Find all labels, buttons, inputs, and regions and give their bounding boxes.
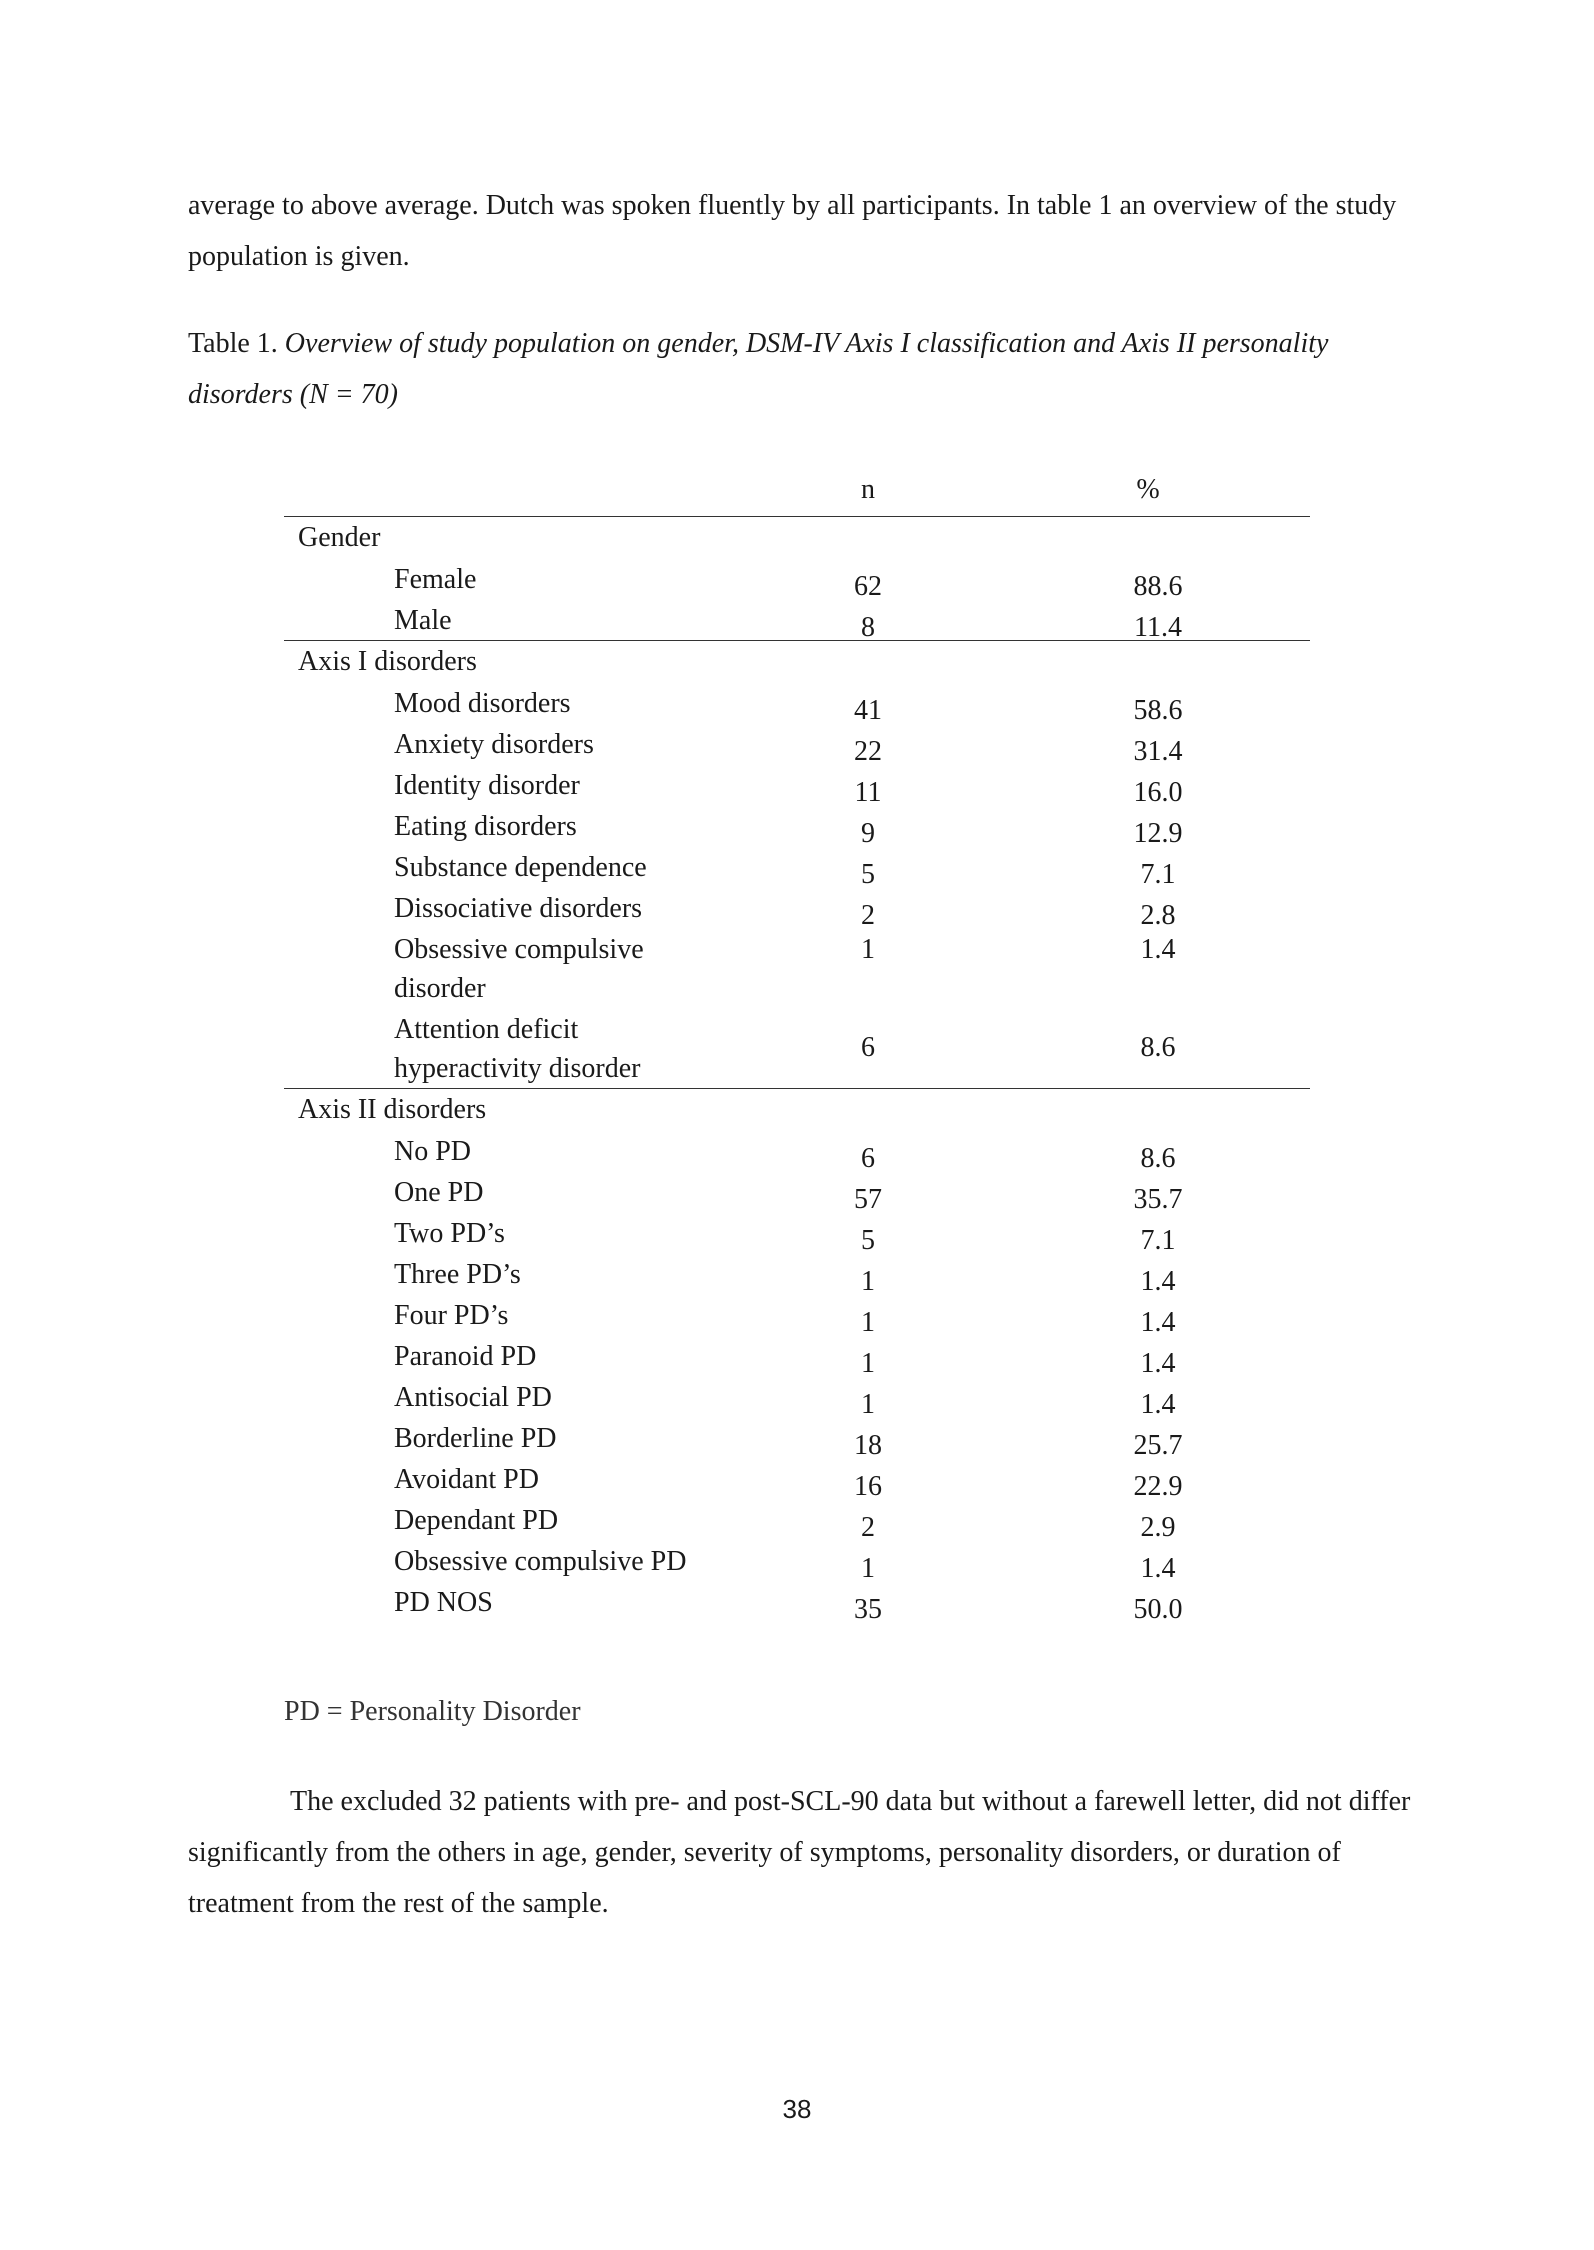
- table-row: [284, 1171, 1310, 1215]
- table-row: [284, 1212, 1310, 1256]
- row-count: 57: [854, 1184, 882, 1215]
- table-row: [284, 846, 1310, 890]
- row-label: Paranoid PD: [394, 1341, 537, 1372]
- row-label: Female: [394, 564, 477, 595]
- row-count: 5: [861, 1225, 875, 1256]
- table-row: [284, 723, 1310, 767]
- row-percent: 1.4: [1140, 1553, 1176, 1584]
- row-label: Male: [394, 605, 452, 636]
- row-label: Obsessive compulsive disorder: [394, 934, 644, 1004]
- table-row: [284, 1335, 1310, 1379]
- table-row: [284, 805, 1310, 849]
- row-percent: 35.7: [1133, 1184, 1183, 1215]
- row-count: 1: [861, 934, 875, 965]
- table-row: [284, 928, 1310, 1008]
- page-number: 38: [782, 2094, 812, 2124]
- table-row: [284, 1417, 1310, 1461]
- row-label: Borderline PD: [394, 1423, 557, 1454]
- row-label: One PD: [394, 1177, 484, 1208]
- table-row: [284, 1253, 1310, 1297]
- table-row: [284, 1294, 1310, 1338]
- row-count: 1: [861, 1348, 875, 1379]
- row-count: 8: [861, 612, 875, 643]
- row-count: 62: [854, 571, 882, 602]
- table-row: [284, 1376, 1310, 1420]
- row-count: 1: [861, 1553, 875, 1584]
- row-label: Avoidant PD: [394, 1464, 539, 1495]
- closing-paragraph-text: The excluded 32 patients with pre- and post-SCL-90 data but without a farewell letter, did not differ significantly from the others in age, gender, severity of symptoms, personality disorders, or duration of treatment from the rest of the sample.: [188, 1786, 1411, 1919]
- row-label: Identity disorder: [394, 770, 580, 801]
- row-count: 5: [861, 859, 875, 890]
- row-percent: 58.6: [1133, 695, 1183, 726]
- row-count: 1: [861, 1389, 875, 1420]
- row-label: PD NOS: [394, 1587, 493, 1618]
- axis1-section: [284, 641, 1310, 1089]
- row-label: Dependant PD: [394, 1505, 559, 1536]
- row-count: 11: [854, 777, 882, 808]
- table-row: [284, 1499, 1310, 1543]
- intro-paragraph: average to above average. Dutch was spoken fluently by all participants. In table 1 an overview of the study population is given.: [188, 190, 1397, 272]
- row-count: 6: [861, 1143, 875, 1174]
- axis1-rows: [284, 682, 1310, 1088]
- row-label: Three PD’s: [394, 1259, 521, 1290]
- row-percent: 1.4: [1140, 1266, 1176, 1297]
- row-percent: 2.8: [1140, 900, 1176, 931]
- study-population-table: [284, 470, 1310, 1625]
- row-percent: 1.4: [1140, 934, 1176, 965]
- table-row: [284, 558, 1310, 602]
- table-row: [284, 764, 1310, 808]
- row-count: 22: [854, 736, 882, 767]
- row-count: 16: [854, 1471, 882, 1502]
- row-percent: 31.4: [1133, 736, 1183, 767]
- axis2-rows: [284, 1130, 1310, 1625]
- row-count: 1: [861, 1307, 875, 1338]
- table-header: [284, 470, 1310, 517]
- header-percent: %: [1136, 474, 1160, 505]
- table-row: [284, 1581, 1310, 1625]
- row-label: Four PD’s: [394, 1300, 509, 1331]
- table-caption-label: Table 1.: [188, 328, 285, 359]
- row-percent: 8.6: [1140, 1143, 1176, 1174]
- row-count: 18: [854, 1430, 882, 1461]
- closing-paragraph: [188, 1776, 1412, 1929]
- row-count: 2: [861, 900, 875, 931]
- row-percent: 8.6: [1140, 1032, 1176, 1063]
- row-count: 41: [854, 695, 882, 726]
- row-label: No PD: [394, 1136, 472, 1167]
- row-label: Dissociative disorders: [394, 893, 643, 924]
- row-label: Eating disorders: [394, 811, 577, 842]
- row-percent: 22.9: [1133, 1471, 1183, 1502]
- row-percent: 12.9: [1133, 818, 1183, 849]
- axis1-section-title: Axis I disorders: [298, 646, 477, 677]
- row-count: 2: [861, 1512, 875, 1543]
- table-row: [284, 599, 1310, 643]
- row-label: Substance dependence: [394, 852, 647, 883]
- table-row: [284, 1130, 1310, 1174]
- row-label: Antisocial PD: [394, 1382, 552, 1413]
- row-label: Attention deficit hyperactivity disorder: [394, 1014, 641, 1084]
- row-percent: 2.9: [1140, 1512, 1176, 1543]
- row-count: 6: [861, 1032, 875, 1063]
- row-percent: 1.4: [1140, 1389, 1176, 1420]
- row-label: Anxiety disorders: [394, 729, 594, 760]
- row-percent: 50.0: [1133, 1594, 1183, 1625]
- row-percent: 11.4: [1134, 612, 1182, 643]
- header-n: n: [861, 474, 875, 505]
- table-footnote: PD = Personality Disorder: [284, 1696, 581, 1727]
- table-caption: [188, 318, 1412, 420]
- row-percent: 7.1: [1140, 859, 1176, 890]
- row-count: 9: [861, 818, 875, 849]
- row-percent: 1.4: [1140, 1348, 1176, 1379]
- table-row: [284, 1458, 1310, 1502]
- gender-section: [284, 517, 1310, 641]
- row-label: Mood disorders: [394, 688, 571, 719]
- table-row: [284, 1008, 1310, 1088]
- row-percent: 25.7: [1133, 1430, 1183, 1461]
- table-row: [284, 887, 1310, 931]
- row-percent: 88.6: [1133, 571, 1183, 602]
- row-percent: 16.0: [1133, 777, 1183, 808]
- row-percent: 1.4: [1140, 1307, 1176, 1338]
- table-row: [284, 682, 1310, 726]
- table-row: [284, 1540, 1310, 1584]
- row-percent: 7.1: [1140, 1225, 1176, 1256]
- gender-section-title: Gender: [298, 522, 381, 553]
- row-label: Obsessive compulsive PD: [394, 1546, 687, 1577]
- axis2-section: [284, 1089, 1310, 1625]
- table-caption-title: Overview of study population on gender, DSM-IV Axis I classification and Axis II personality disorders (N = 70): [188, 328, 1329, 410]
- gender-rows: [284, 558, 1310, 643]
- row-label: Two PD’s: [394, 1218, 505, 1249]
- row-count: 1: [861, 1266, 875, 1297]
- row-count: 35: [854, 1594, 882, 1625]
- axis2-section-title: Axis II disorders: [298, 1094, 487, 1125]
